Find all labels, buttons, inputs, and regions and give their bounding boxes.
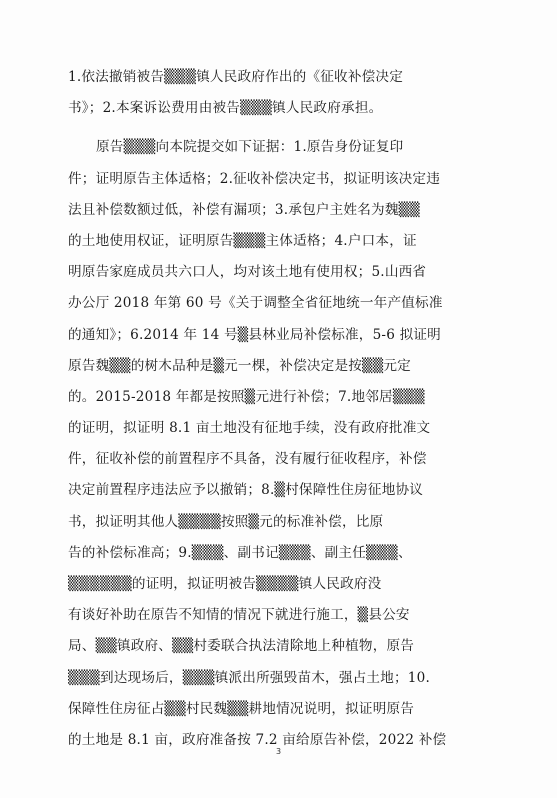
text-line: 件；证明原告主体适格；2.征收补偿决定书，拟证明该决定违	[68, 170, 441, 187]
text-line: 的土地使用权证，证明原告▒▒▒主体适格；4.户口本，证	[68, 232, 417, 249]
text-line: 有谈好补助在原告不知情的情况下就进行施工，▒县公安	[68, 607, 410, 624]
text-line: 明原告家庭成员共六口人，均对该土地有使用权；5.山西省	[68, 264, 427, 281]
text-line: 告的补偿标准高；9.▒▒▒、副书记▒▒▒、副主任▒▒▒、	[68, 544, 412, 561]
text-line: ▒▒▒▒▒▒的证明，拟证明被告▒▒▒▒镇人民政府没	[68, 576, 382, 592]
text-line: 的证明，拟证明 8.1 亩土地没有征地手续，没有政府批准文	[68, 420, 431, 437]
paragraph-evidence	[68, 132, 494, 756]
text-line: 法且补偿数额过低，补偿有漏项；3.承包户主姓名为魏▒▒	[68, 201, 420, 218]
document-body	[68, 62, 494, 756]
text-line: 局、▒▒镇政府、▒▒村委联合执法清除地上种植物，原告	[68, 638, 415, 655]
text-line: 的土地是 8.1 亩，政府准备按 7.2 亩给原告补偿，2022 补偿	[68, 731, 447, 748]
page-number: 3	[275, 747, 282, 756]
text-line: 办公厅 2018 年第 60 号《关于调整全省征地统一年产值标准	[68, 295, 443, 312]
text-line: 原告魏▒▒的树木品种是▒元一棵，补偿决定是按▒▒元定	[68, 357, 411, 374]
text-line: 件，征收补偿的前置程序不具备，没有履行征收程序，补偿	[68, 451, 427, 468]
text-line: 书》；2.本案诉讼费用由被告▒▒▒镇人民政府承担。	[68, 100, 383, 117]
text-line: 原告▒▒▒向本院提交如下证据：1.原告身份证复印	[96, 139, 404, 156]
text-line: 1.依法撤销被告▒▒▒镇人民政府作出的《征收补偿决定	[68, 69, 403, 85]
paragraph-judgment-claims	[68, 62, 494, 124]
text-line: 决定前置程序违法应予以撤销；8.▒村保障性住房征地协议	[68, 482, 424, 499]
text-line: 书，拟证明其他人▒▒▒▒按照▒元的标准补偿，比原	[68, 513, 384, 530]
text-line: 的通知》；6.2014 年 14 号▒县林业局补偿标准，5-6 拟证明	[68, 326, 441, 343]
text-line: 的。2015-2018 年都是按照▒元进行补偿；7.地邻居▒▒▒	[68, 388, 425, 405]
text-line: 保障性住房征占▒▒村民魏▒▒耕地情况说明，拟证明原告	[68, 700, 415, 717]
text-line: ▒▒▒到达现场后，▒▒▒镇派出所强毁苗木，强占土地；10.	[68, 669, 431, 686]
